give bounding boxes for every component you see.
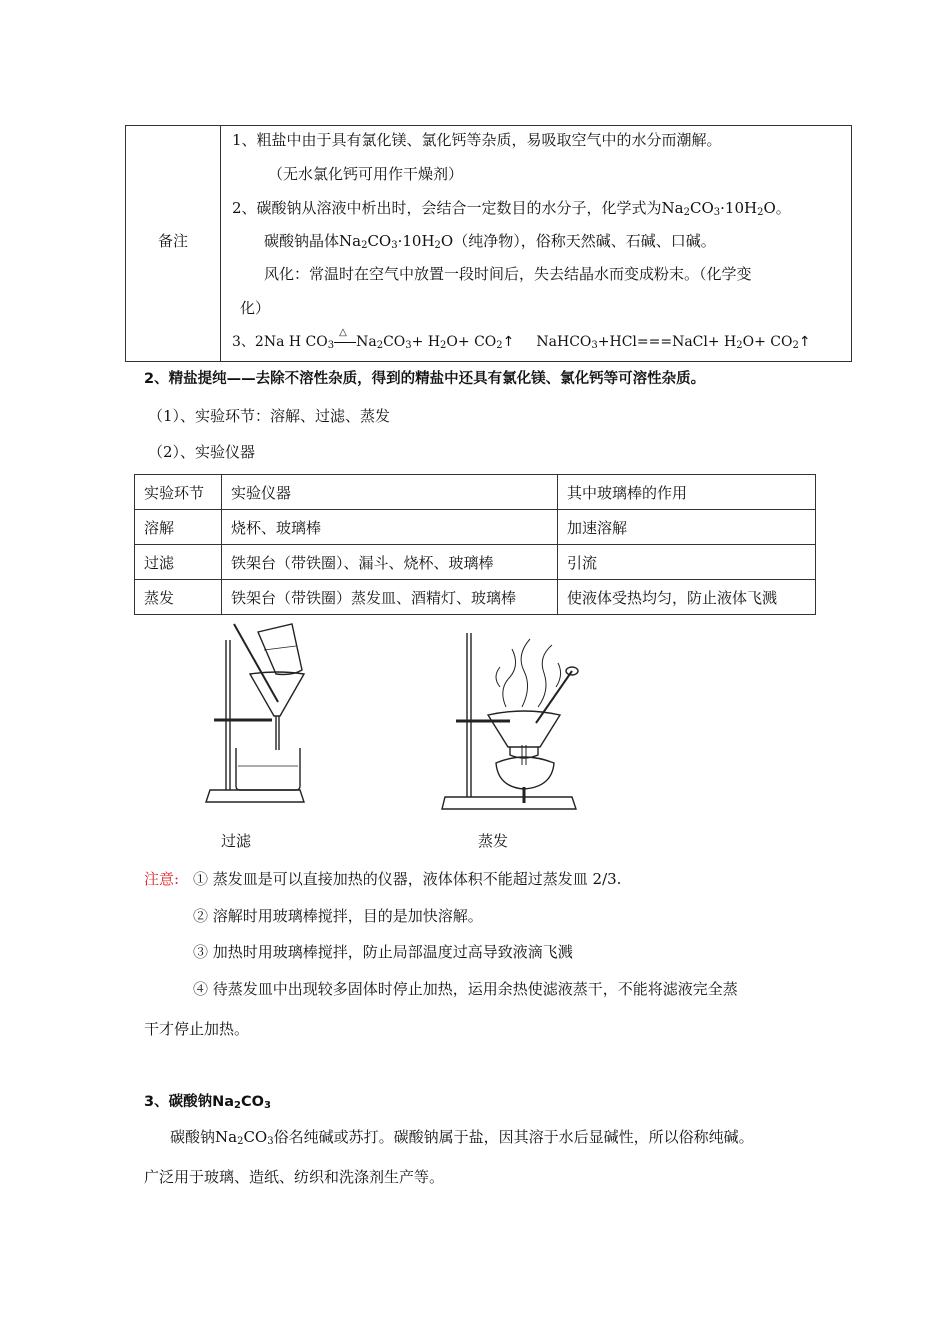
heat-condition-symbol: △: [339, 327, 347, 338]
cell-step: 过滤: [135, 545, 222, 580]
remark-equations: 3、2Na H $CO_3$ △ $Na_2CO_3+ H_2O+$ $CO_2↑$ NaHCO$_3$+HCl===NaCl+ $H_2O+$ $CO_2↑$: [232, 327, 811, 351]
section-2-item-1: （1）、实验环节：溶解、过滤、蒸发: [148, 407, 391, 425]
cell-instruments: 烧杯、玻璃棒: [222, 510, 558, 545]
equipment-table: [134, 474, 816, 615]
header-step: 实验环节: [135, 475, 222, 510]
section-2-heading: 2、精盐提纯——去除不溶性杂质，得到的精盐中还具有氯化镁、氯化钙等可溶性杂质。: [144, 371, 706, 387]
table-header-row: [135, 475, 816, 510]
note-3: ③ 加热时用玻璃棒搅拌，防止局部温度过高导致液滴飞溅: [193, 943, 573, 961]
section-3-paragraph-2: 广泛用于玻璃、造纸、纺织和洗涤剂生产等。: [144, 1168, 445, 1186]
remark-line-1: 1、粗盐中由于具有氯化镁、氯化钙等杂质，易吸取空气中的水分而潮解。: [232, 131, 722, 149]
section-2-item-2: （2）、实验仪器: [148, 443, 256, 461]
evaporation-caption: 蒸发: [478, 832, 509, 850]
remark-line-3: 2、碳酸钠从溶液中析出时，会结合一定数目的水分子，化学式为$Na_2CO_3\cdot 10H_2O$。: [232, 199, 791, 218]
notes-label: 注意:: [144, 870, 180, 888]
note-4-continued: 干才停止加热。: [144, 1020, 250, 1038]
header-instruments: 实验仪器: [222, 475, 558, 510]
table-row: [135, 510, 816, 545]
filtration-caption: 过滤: [221, 832, 252, 850]
cell-rod-role: 加速溶解: [558, 510, 816, 545]
remark-line-6: 化）: [240, 299, 271, 317]
evaporation-apparatus-illustration: [440, 627, 585, 813]
cell-rod-role: 使液体受热均匀，防止液体飞溅: [558, 580, 816, 615]
section-3-paragraph: 碳酸钠$Na_2CO_3$俗名纯碱或苏打。碳酸钠属于盐，因其溶于水后显碱性，所以俗称纯碱。: [170, 1128, 754, 1147]
note-1: ① 蒸发皿是可以直接加热的仪器，液体体积不能超过蒸发皿 2/3.: [193, 870, 622, 888]
remark-line-2: （无水氯化钙可用作干燥剂）: [268, 165, 464, 183]
cell-step: 溶解: [135, 510, 222, 545]
cell-instruments: 铁架台（带铁圈）蒸发皿、酒精灯、玻璃棒: [222, 580, 558, 615]
table-row: [135, 545, 816, 580]
table-row: [135, 580, 816, 615]
remark-line-4: 碳酸钠晶体$Na_2CO_3\cdot 10H_2O$（纯净物），俗称天然碱、石碱、口碱。: [264, 232, 716, 251]
cell-step: 蒸发: [135, 580, 222, 615]
note-2: ② 溶解时用玻璃棒搅拌，目的是加快溶解。: [193, 907, 483, 925]
remarks-label: 备注: [157, 232, 188, 250]
cell-rod-role: 引流: [558, 545, 816, 580]
header-rod-role: 其中玻璃棒的作用: [558, 475, 816, 510]
filtration-apparatus-illustration: [200, 618, 320, 810]
section-3-heading: 3、碳酸钠$Na_2CO_3$: [144, 1094, 271, 1111]
note-4: ④ 待蒸发皿中出现较多固体时停止加热，运用余热使滤液蒸干，不能将滤液完全蒸: [193, 980, 738, 998]
cell-instruments: 铁架台（带铁圈）、漏斗、烧杯、玻璃棒: [222, 545, 558, 580]
remark-line-5: 风化：常温时在空气中放置一段时间后，失去结晶水而变成粉末。（化学变: [264, 265, 752, 283]
